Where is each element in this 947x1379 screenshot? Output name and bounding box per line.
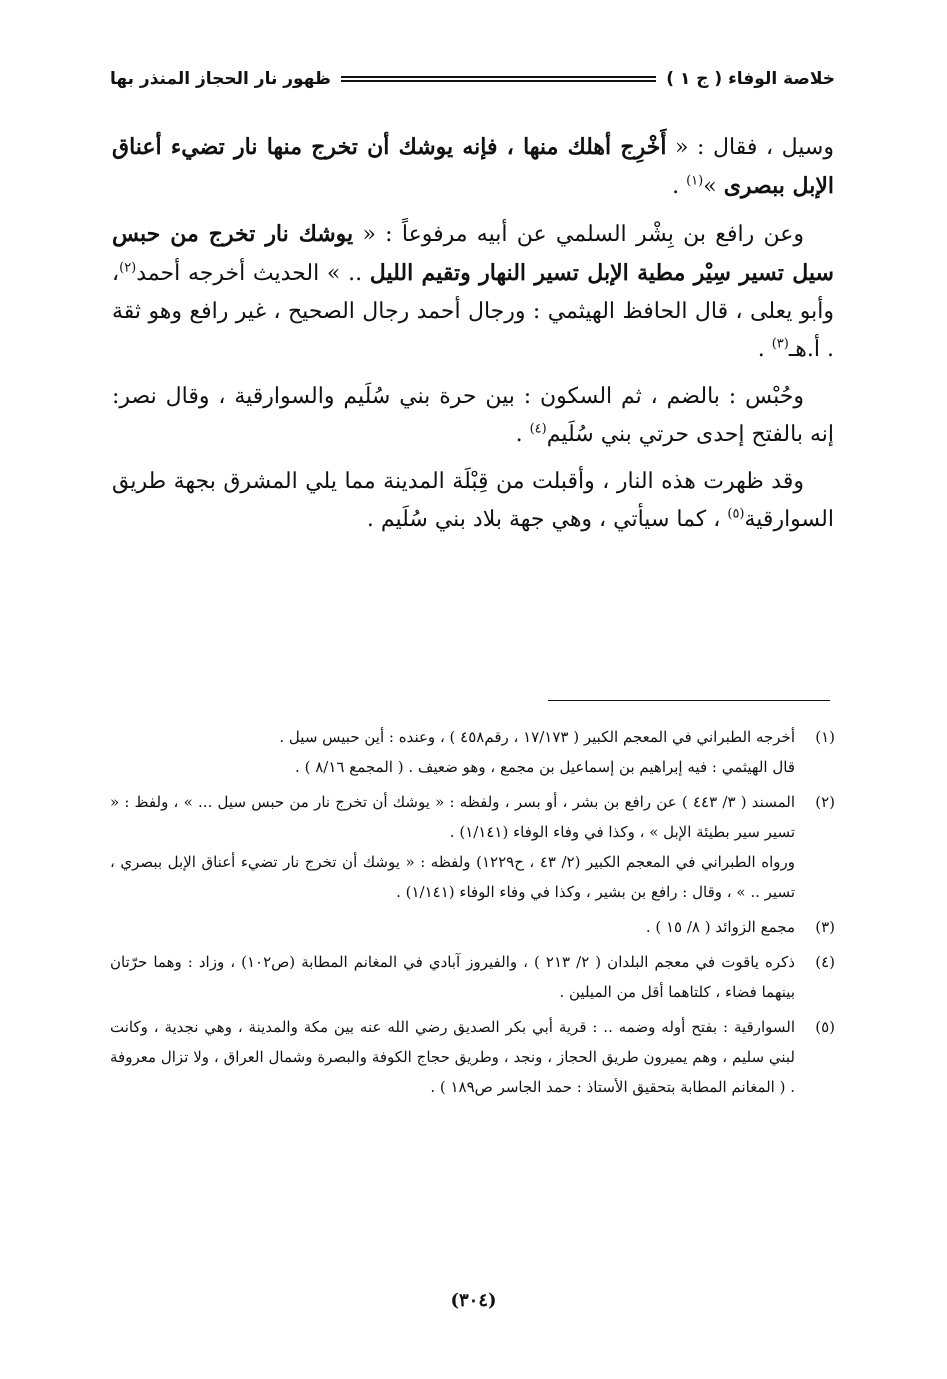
paragraph-1 — [112, 128, 834, 206]
footnote-3 — [110, 912, 835, 942]
text-run: وحُبْس : بالضم ، ثم السكون : بين حرة بني سُلَيم والسوارقية ، وقال نصر: إنه بالفتح إحدى حرتي بني سُلَيم — [112, 384, 834, 447]
footnote-separator — [548, 700, 830, 701]
header-rule — [341, 76, 656, 82]
page-number: (٣٠٤) — [450, 1290, 497, 1311]
text-run: وعن رافع بن بِشْر السلمي عن أبيه مرفوعاً : « — [353, 222, 804, 247]
footnote-4 — [110, 947, 835, 1007]
footnote-line: المسند ( ٣/ ٤٤٣ ) عن رافع بن بشر ، أو بسر ، ولفظه : « يوشك أن تخرج نار من حبس سيل ... » ، ولفظ : « تسير سير بطيئة الإبل » ، وكذا في وفاء الوفاء (١/١٤١) . — [110, 793, 795, 841]
footnote-ref-5[interactable]: (٥) — [727, 506, 745, 522]
footnote-ref-4[interactable]: (٤) — [529, 421, 547, 437]
footnote-5 — [110, 1012, 835, 1102]
hadith-quote: أَخْرِج أهلك منها ، فإنه يوشك أن تخرج منها نار تضيء أعناق الإبل ببصرى — [112, 134, 834, 199]
footnote-number: (٥) — [815, 1018, 835, 1036]
hadith-quote: يوشك نار تخرج من حبس سيل تسير سِيْر مطية الإبل تسير النهار وتقيم الليل — [112, 221, 834, 286]
paragraph-2 — [112, 215, 834, 369]
text-run: . — [672, 174, 687, 199]
running-header — [110, 64, 835, 94]
footnote-text — [110, 912, 795, 942]
footnote-line: أخرجه الطبراني في المعجم الكبير ( ١٧/١٧٣ ، رقم٤٥٨ ) ، وعنده : أين حبيس سيل . — [279, 728, 795, 746]
text-run: وسيل ، فقال : « — [666, 135, 834, 160]
footnote-ref-3[interactable]: (٣) — [771, 336, 789, 352]
footnote-number: (٣) — [815, 918, 835, 936]
footnote-text — [110, 787, 795, 907]
header-chapter-title: ظهور نار الحجاز المنذر بها — [110, 69, 331, 89]
footnote-text — [110, 947, 795, 1007]
footnote-1 — [110, 722, 835, 782]
header-book-title: خلاصة الوفاء ( ج ١ ) — [666, 69, 835, 89]
footnote-line: مجمع الزوائد ( ٨/ ١٥ ) . — [645, 918, 795, 936]
footnote-number: (٤) — [815, 953, 835, 971]
footnote-number: (٢) — [815, 793, 835, 811]
footnote-line: ورواه الطبراني في المعجم الكبير (٢/ ٤٣ ، ح١٢٢٩) ولفظه : « يوشك أن تخرج نار تضيء أعناق الإبل ببصري ، تسير .. » ، وقال : رافع بن بشير ، وكذا في وفاء الوفاء (١/١٤١) . — [110, 853, 795, 901]
footnote-number: (١) — [815, 728, 835, 746]
footnote-line: ذكره ياقوت في معجم البلدان ( ٢/ ٢١٣ ) ، والفيروز آبادي في المغانم المطابة (ص١٠٢) ، وزاد : وهما حرّتان بينهما فضاء ، كلتاهما أقل من الميلين . — [110, 953, 795, 1001]
footnote-line: السوارقية : بفتح أوله وضمه .. : قرية أبي بكر الصديق رضي الله عنه بين مكة والمدينة ، وهي نجدية ، وكانت لبني سليم ، وهم يميرون طريق الحجاز ، ونجد ، وطريق حجاج الكوفة والبصرة وشمال العراق ، ولا تزال معروفة . ( المغانم المطابة بتحقيق الأستاذ : حمد الجاسر ص١٨٩ ) . — [110, 1018, 795, 1096]
footnotes — [110, 722, 835, 1107]
footnote-ref-1[interactable]: (١) — [686, 173, 704, 189]
text-run: ، كما سيأتي ، وهي جهة بلاد بني سُلَيم . — [366, 507, 728, 532]
text-run: وقد ظهرت هذه النار ، وأقبلت من قِبْلَة المدينة مما يلي المشرق بجهة طريق السوارقية — [112, 469, 834, 532]
footnote-ref-2[interactable]: (٢) — [119, 260, 137, 276]
paragraph-3 — [112, 378, 834, 454]
text-run: . — [757, 337, 772, 362]
footnote-2 — [110, 787, 835, 907]
text-run: » — [703, 174, 724, 199]
footnote-text — [110, 1012, 795, 1102]
text-run: ، وأبو يعلى ، قال الحافظ الهيثمي : ورجال أحمد رجال الصحيح ، غير رافع وهو ثقة . أ.هـ — [112, 261, 834, 362]
text-run: .. » الحديث أخرجه أحمد — [136, 261, 370, 286]
main-text — [112, 128, 834, 548]
text-run: . — [515, 422, 530, 447]
footnote-line: قال الهيثمي : فيه إبراهيم بن إسماعيل بن مجمع ، وهو ضعيف . ( المجمع ٨/١٦ ) . — [295, 758, 795, 776]
footnote-text — [110, 722, 795, 782]
paragraph-4 — [112, 463, 834, 539]
